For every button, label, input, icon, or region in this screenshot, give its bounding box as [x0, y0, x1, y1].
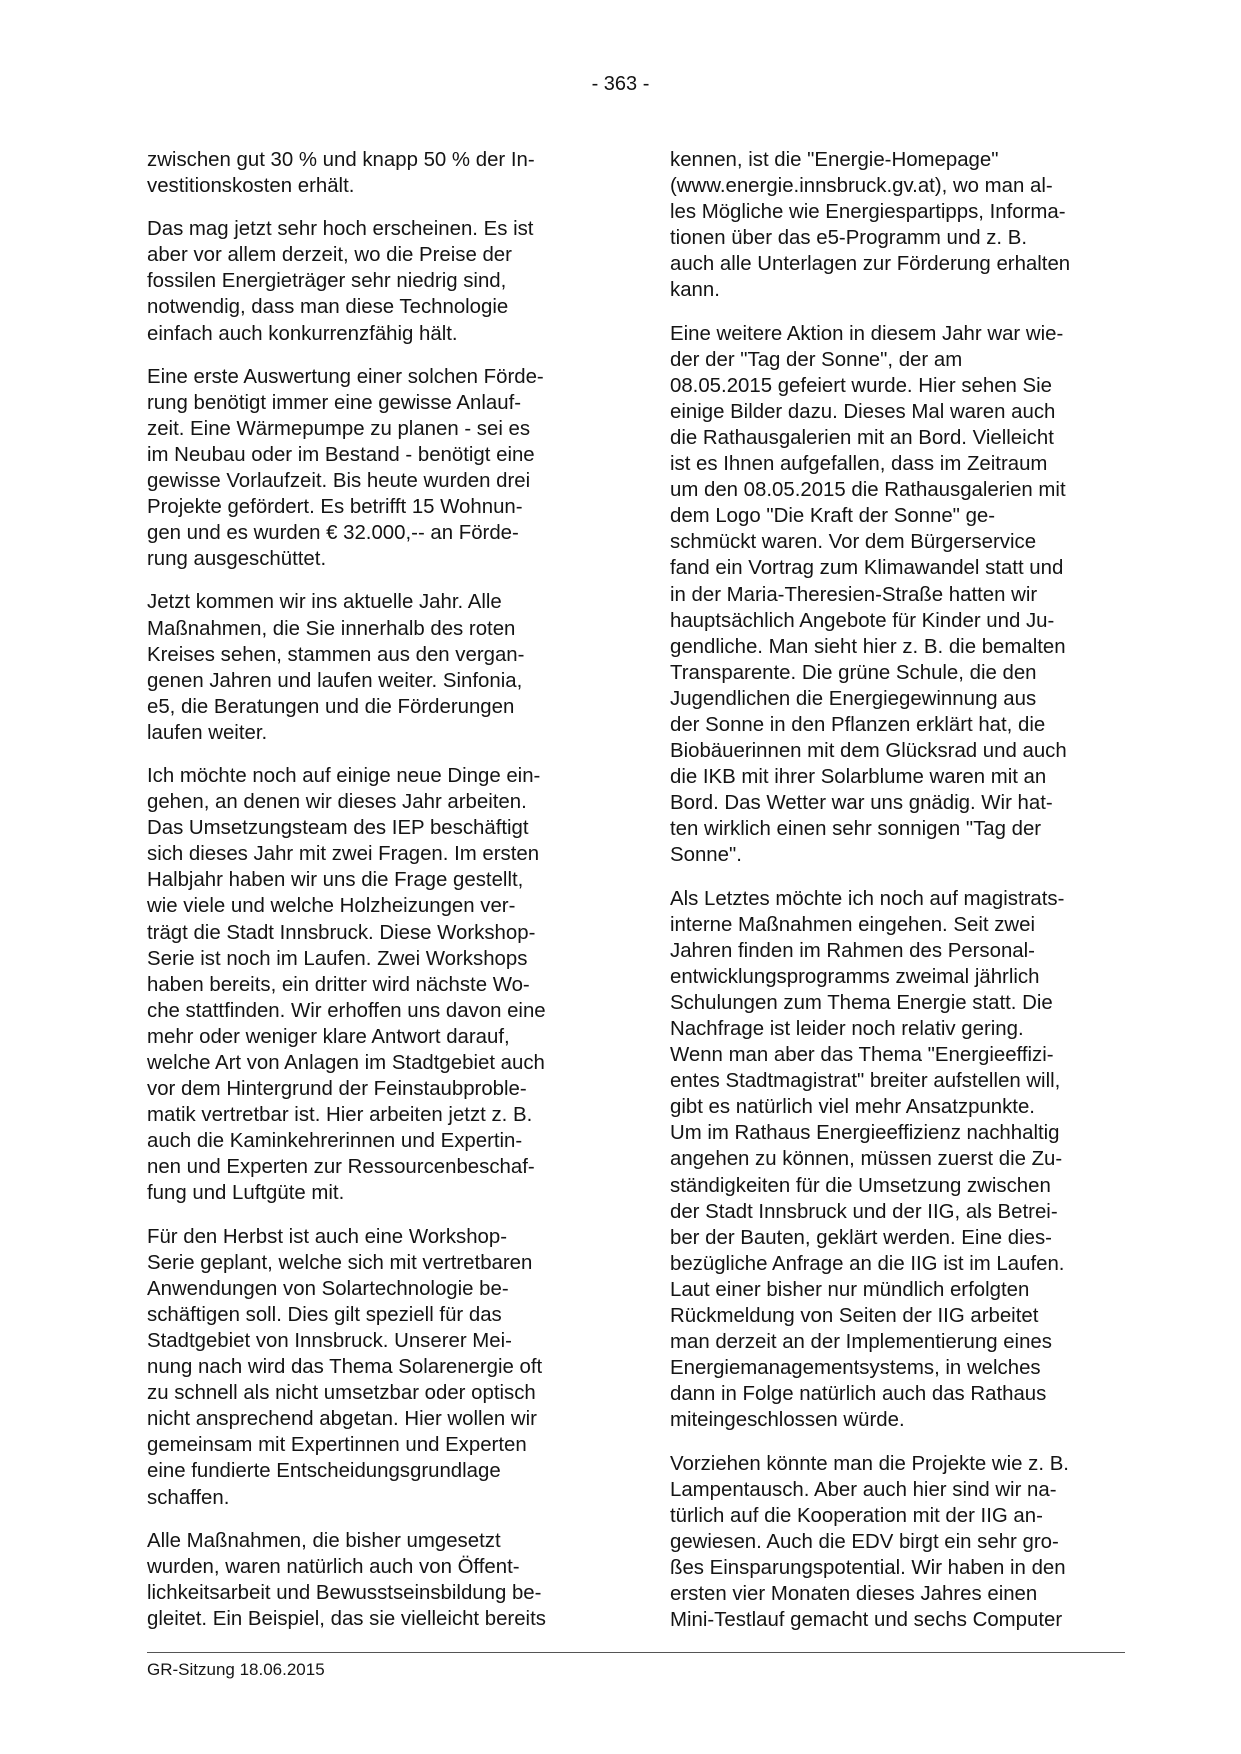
- paragraph: Eine erste Auswertung einer solchen Förde- rung benötigt immer eine gewisse Anlauf- zeit. Eine Wärmepumpe zu planen - sei es im Neubau oder im Bestand - benötigt eine gewisse Vorlaufzeit. Bis heute wurden drei Projekte gefördert. Es betrifft 15 Wohnun- gen und es wurden € 32.000,-- an Förde- rung ausgeschüttet.: [147, 365, 544, 571]
- paragraph: zwischen gut 30 % und knapp 50 % der In- vestitionskosten erhält.: [147, 149, 535, 198]
- paragraph: Das mag jetzt sehr hoch erscheinen. Es ist aber vor allem derzeit, wo die Preise der fossilen Energieträger sehr niedrig sind, notwendig, dass man diese Technologie einfach auch konkurrenzfähig hält.: [147, 218, 534, 345]
- paragraph: Jetzt kommen wir ins aktuelle Jahr. Alle Maßnahmen, die Sie innerhalb des roten Kreises sehen, stammen aus den vergan- genen Jahren und laufen weiter. Sinfonia, e5, die Beratungen und die Förderungen laufen weiter.: [147, 591, 525, 744]
- paragraph: kennen, ist die "Energie-Homepage" (www.energie.innsbruck.gv.at), wo man al- les Mögliche wie Energiespartipps, Informa- tionen über das e5-Programm und z. B. auch alle Unterlagen zur Förderung erhalten kann.: [670, 149, 1071, 302]
- paragraph: Ich möchte noch auf einige neue Dinge ein- gehen, an denen wir dieses Jahr arbeiten. Das Umsetzungsteam des IEP beschäftigt sich dieses Jahr mit zwei Fragen. Im ersten Halbjahr haben wir uns die Frage gestellt, wie viele und welche Holzheizungen ver- trägt die Stadt Innsbruck. Diese Workshop- Serie ist noch im Laufen. Zwei Workshops haben bereits, ein dritter wird nächste Wo- che stattfinden. Wir erhoffen uns davon eine mehr oder weniger klare Antwort darauf, welche Art von Anlagen im Stadtgebiet auch vor dem Hintergrund der Feinstaubproble- matik vertretbar ist. Hier arbeiten jetzt z. B. auch die Kaminkehrerinnen und Expertin- nen und Experten zur Ressourcenbeschaf- fung und Luftgüte mit.: [147, 764, 546, 1205]
- paragraph: Als Letztes möchte ich noch auf magistrats- interne Maßnahmen eingehen. Seit zwei Jahren finden im Rahmen des Personal- entwicklungsprogramms zweimal jährlich Schulungen zum Thema Energie statt. Die Nachfrage ist leider noch relativ gering. Wenn man aber das Thema "Energieeffizi- entes Stadtmagistrat" breiter aufstellen will, gibt es natürlich viel mehr Ansatzpunkte. Um im Rathaus Energieeffizienz nachhaltig angehen zu können, müssen zuerst die Zu- ständigkeiten für die Umsetzung zwischen der Stadt Innsbruck und der IIG, als Betrei- ber der Bauten, geklärt werden. Eine dies- bezügliche Anfrage an die IIG ist im Laufen. Laut einer bisher nur mündlich erfolgten Rückmeldung von Seiten der IIG arbeitet man derzeit an der Implementierung eines Energiemanagementsystems, in welches dann in Folge natürlich auch das Rathaus miteingeschlossen würde.: [670, 887, 1065, 1432]
- paragraph: Für den Herbst ist auch eine Workshop- Serie geplant, welche sich mit vertretbaren Anwendungen von Solartechnologie be- schäftigen soll. Dies gilt speziell für das Stadtgebiet von Innsbruck. Unserer Mei- nung nach wird das Thema Solarenergie oft zu schnell als nicht umsetzbar oder optisch nicht ansprechend abgetan. Hier wollen wir gemeinsam mit Expertinnen und Experten eine fundierte Entscheidungsgrundlage schaffen.: [147, 1225, 543, 1509]
- footer-divider: [147, 1652, 1125, 1653]
- right-column: [670, 147, 1122, 1650]
- footer-session-date: GR-Sitzung 18.06.2015: [147, 1660, 325, 1679]
- paragraph: Alle Maßnahmen, die bisher umgesetzt wurden, waren natürlich auch von Öffent- lichkeitsarbeit und Bewusstseinsbildung be- gleitet. Ein Beispiel, das sie vielleicht bereits: [147, 1529, 546, 1630]
- paragraph: Vorziehen könnte man die Projekte wie z. B. Lampentausch. Aber auch hier sind wir na- türlich auf die Kooperation mit der IIG an- gewiesen. Auch die EDV birgt ein sehr gro- ßes Einsparungspotential. Wir haben in den ersten vier Monaten dieses Jahres einen Mini-Testlauf gemacht und sechs Computer: [670, 1452, 1069, 1632]
- paragraph: Eine weitere Aktion in diesem Jahr war wie- der der "Tag der Sonne", der am 08.05.2015 gefeiert wurde. Hier sehen Sie einige Bilder dazu. Dieses Mal waren auch die Rathausgalerien mit an Bord. Vielleicht ist es Ihnen aufgefallen, dass im Zeitraum um den 08.05.2015 die Rathausgalerien mit dem Logo "Die Kraft der Sonne" ge- schmückt waren. Vor dem Bürgerservice fand ein Vortrag zum Klimawandel statt und in der Maria-Theresien-Straße hatten wir hauptsächlich Angebote für Kinder und Ju- gendliche. Man sieht hier z. B. die bemalten Transparente. Die grüne Schule, die den Jugendlichen die Energiegewinnung aus der Sonne in den Pflanzen erklärt hat, die Biobäuerinnen mit dem Glücksrad und auch die IKB mit ihrer Solarblume waren mit an Bord. Das Wetter war uns gnädig. Wir hat- ten wirklich einen sehr sonnigen "Tag der Sonne".: [670, 322, 1067, 867]
- left-column: [147, 147, 599, 1649]
- page-number: - 363 -: [591, 73, 650, 95]
